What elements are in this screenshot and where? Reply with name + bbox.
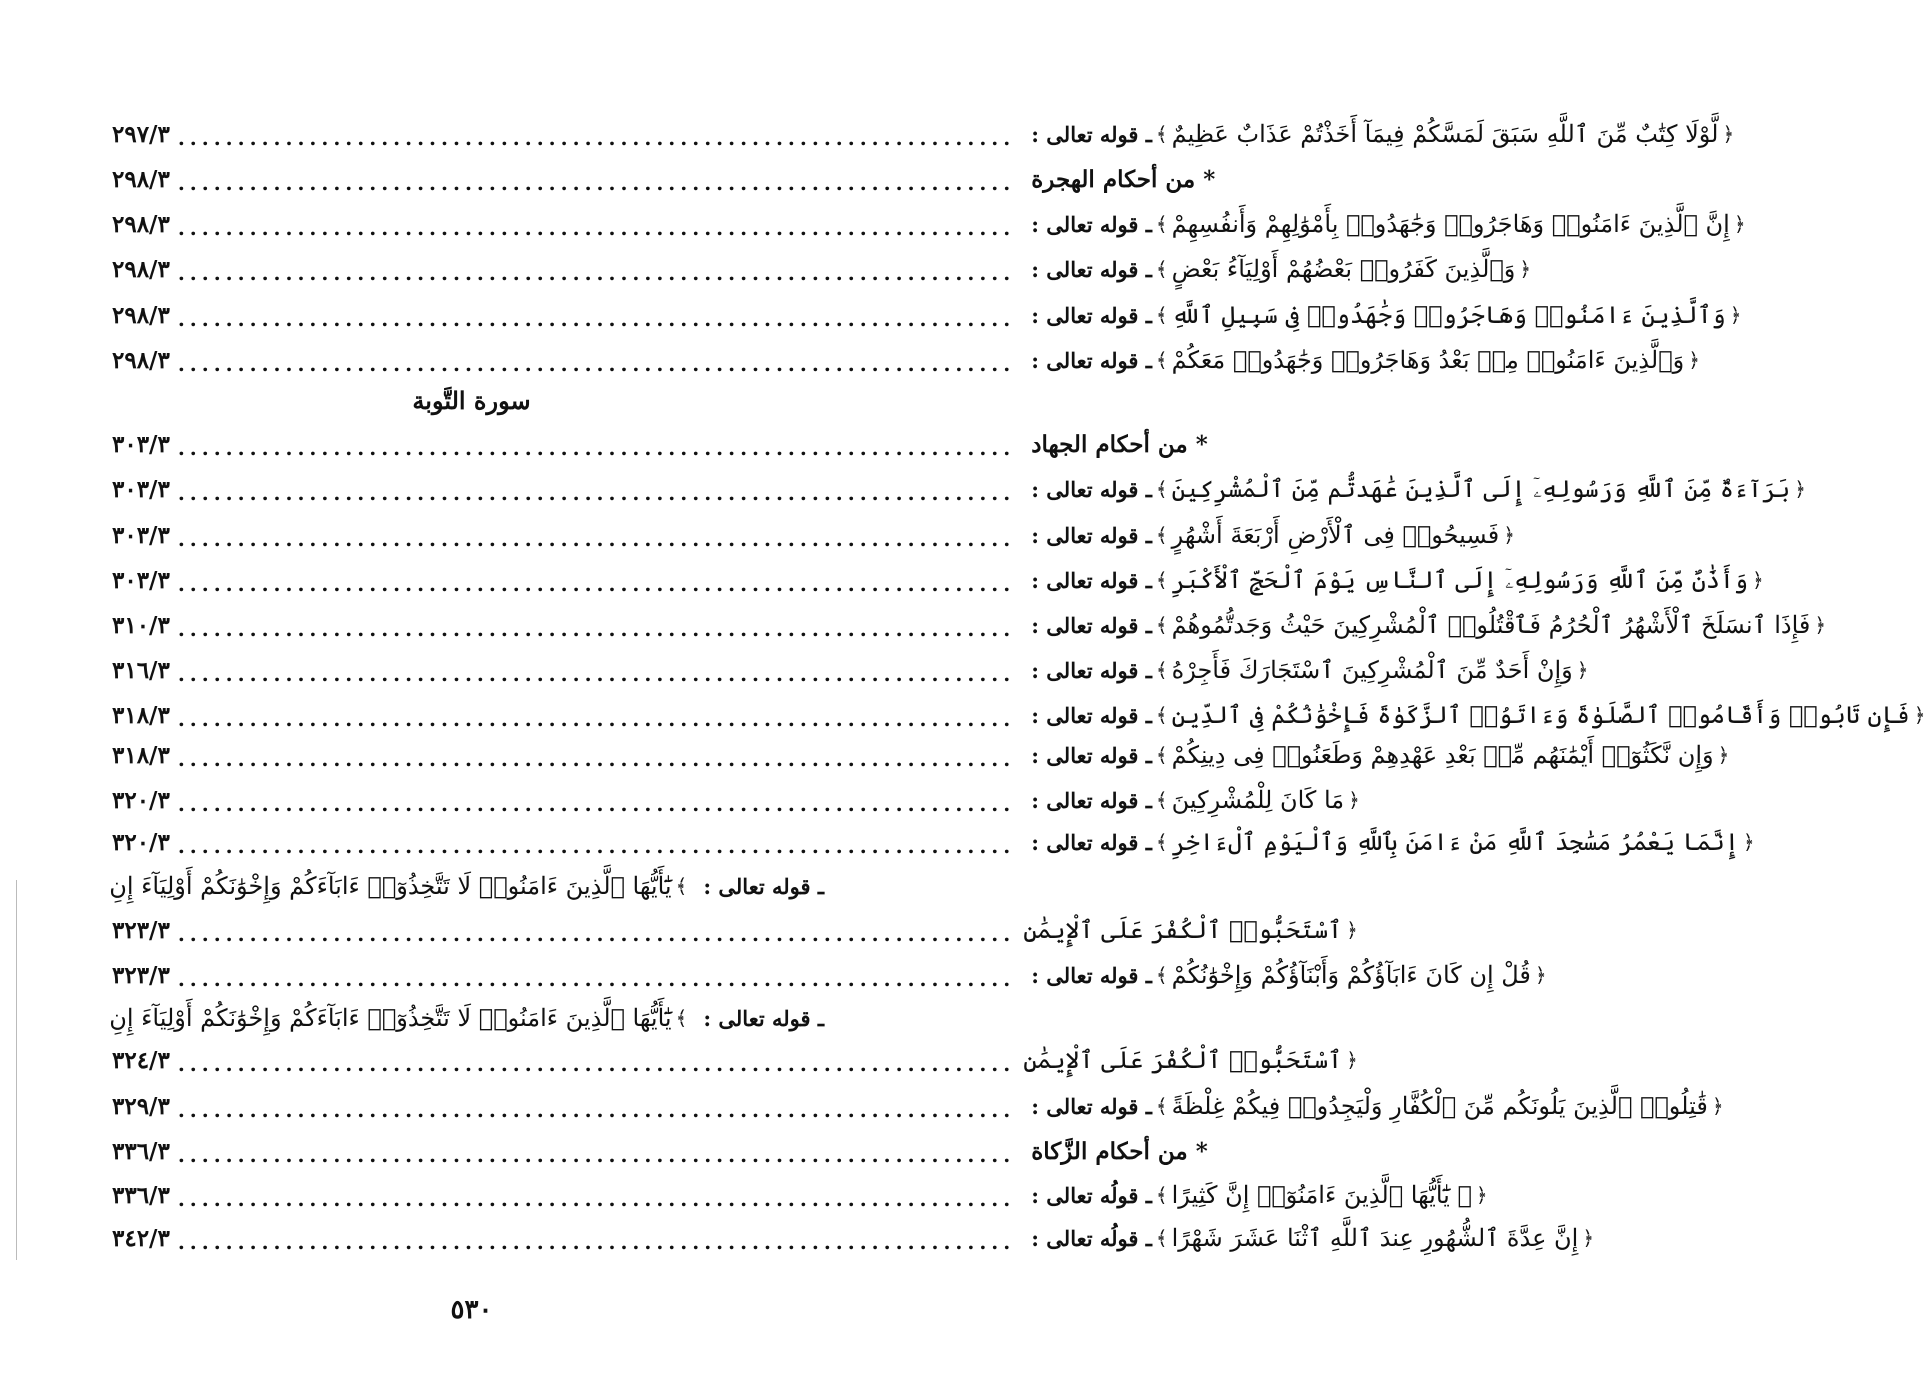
page-reference: ٣٢٣/٣ — [112, 916, 170, 944]
surah-title: سورة التَّوبة — [412, 386, 531, 415]
entry-text — [1023, 611, 1830, 639]
entry-text — [1023, 828, 1758, 856]
bracket-close: ﴿ — [1752, 568, 1764, 592]
entry-text — [1023, 120, 1738, 148]
entry-lead: ـ قوله تعالى : — [1031, 1093, 1152, 1119]
bracket-close: ﴿ — [1717, 743, 1730, 767]
bracket-close: ﴿ — [1722, 122, 1735, 146]
leader-dots: ...................................................................... — [177, 527, 1016, 551]
verse-text: وَٱلَّذِينَ ءَامَنُوا۟ وَهَاجَرُوا۟ وَجَٰهَدُوا۟ فِى سَبِيلِ ٱللَّهِ — [1171, 301, 1726, 329]
verse-text: يَٰٓأَيُّهَا ٱلَّذِينَ ءَامَنُوا۟ لَا تَتَّخِذُوٓا۟ ءَابَآءَكُمْ وَإِخْوَٰنَكُمْ أَوْلِيَآءَ إِنِ — [109, 1004, 672, 1032]
bracket-open: ﴾ — [1155, 212, 1168, 236]
page-reference: ٣١٨/٣ — [112, 701, 170, 729]
page-reference: ٣٣٦/٣ — [112, 1137, 170, 1165]
entry-lead: ـ قوله تعالى : — [1031, 787, 1152, 813]
index-entry — [112, 1175, 1488, 1215]
leader-dots: ...................................................................... — [177, 481, 1016, 505]
verse-text: فَإِذَا ٱنسَلَخَ ٱلْأَشْهُرُ ٱلْحُرُمُ فَٱقْتُلُوا۟ ٱلْمُشْرِكِينَ حَيْثُ وَجَدتُّمُوهُمْ — [1171, 611, 1811, 639]
bracket-open: ﴾ — [1155, 348, 1168, 372]
verse-text: قُلْ إِن كَانَ ءَابَآؤُكُمْ وَأَبْنَآؤُكُمْ وَإِخْوَٰنُكُمْ — [1171, 961, 1531, 989]
bracket-close: ﴿ — [1503, 523, 1515, 547]
entry-lead: ـ قولُه تعالى : — [1031, 1182, 1152, 1208]
verse-text: إِنَّمَا يَعْمُرُ مَسَٰجِدَ ٱللَّهِ مَنْ ءَامَنَ بِٱللَّهِ وَٱلْيَوْمِ ٱلْءَاخِرِ — [1171, 828, 1739, 856]
entry-text — [1023, 961, 1550, 989]
leader-dots: ...................................................................... — [177, 1187, 1016, 1211]
bracket-open: ﴾ — [1155, 523, 1168, 547]
bracket-open: ﴾ — [675, 874, 688, 898]
index-entry — [112, 650, 1589, 690]
entry-lead: ـ قولُه تعالى : — [1031, 1225, 1152, 1251]
entry-text — [1023, 656, 1592, 684]
entry-text — [1023, 521, 1519, 549]
verse-text: وَإِن نَّكَثُوٓا۟ أَيْمَٰنَهُم مِّنۢ بَعْدِ عَهْدِهِمْ وَطَعَنُوا۟ فِى دِينِكُمْ — [1171, 741, 1714, 769]
entry-text — [1023, 431, 1208, 458]
entry-text — [1023, 346, 1704, 374]
leader-dots: ...................................................................... — [177, 126, 1016, 150]
verse-text: بَرَآءَةٌ مِّنَ ٱللَّهِ وَرَسُولِهِۦٓ إِلَى ٱلَّذِينَ عَٰهَدتُّم مِّنَ ٱلْمُشْرِكِينَ — [1171, 475, 1791, 503]
page-reference: ٢٩٧/٣ — [112, 120, 170, 148]
leader-dots: ...................................................................... — [177, 307, 1016, 331]
leader-dots: ...................................................................... — [177, 436, 1016, 460]
leader-dots: ...................................................................... — [177, 216, 1016, 240]
index-entry — [112, 822, 1755, 862]
bracket-close: ﴿ — [1348, 788, 1360, 812]
page-reference: ٣١٨/٣ — [112, 741, 170, 769]
section-title: * من أحكام الزَّكاة — [1031, 1137, 1208, 1165]
page-reference: ٣٢٠/٣ — [112, 828, 170, 856]
bracket-open: ﴾ — [1155, 1094, 1168, 1118]
entry-text — [1023, 210, 1749, 238]
page-reference: ٣٠٣/٣ — [112, 430, 170, 458]
leader-dots: ...................................................................... — [177, 707, 1016, 731]
entry-lead: ـ قوله تعالى : — [1031, 347, 1152, 373]
page-reference: ٣٢٤/٣ — [112, 1046, 170, 1074]
bracket-close: ﴿ — [1582, 1226, 1595, 1250]
index-entry — [112, 1218, 1595, 1258]
verse-text: ٱسْتَحَبُّوا۟ ٱلْكُفْرَ عَلَى ٱلْإِيمَٰنِ — [1023, 916, 1343, 944]
entry-text — [1023, 1181, 1491, 1209]
leader-dots: ...................................................................... — [177, 171, 1016, 195]
index-entry — [112, 605, 1827, 645]
bracket-close: ﴿ — [1475, 1183, 1488, 1207]
bracket-close: ﴿ — [1519, 257, 1532, 281]
page-reference: ٢٩٨/٣ — [112, 165, 170, 193]
entry-text — [1023, 1092, 1727, 1120]
page-reference: ٣٣٦/٣ — [112, 1181, 170, 1209]
bracket-open: ﴾ — [1155, 122, 1168, 146]
bracket-close: ﴿ — [1814, 613, 1827, 637]
page-reference: ٣٢٣/٣ — [112, 961, 170, 989]
index-entry — [112, 560, 1764, 600]
leader-dots: ...................................................................... — [177, 1098, 1016, 1122]
bracket-open: ﴾ — [1155, 963, 1168, 987]
bracket-open: ﴾ — [1155, 303, 1168, 327]
entry-text — [1023, 741, 1733, 769]
page-reference: ٣٠٣/٣ — [112, 475, 170, 503]
index-entry — [112, 1086, 1724, 1126]
leader-dots: ...................................................................... — [177, 352, 1016, 376]
entry-lead: ـ قوله تعالى : — [1031, 829, 1152, 855]
bracket-close: ﴿ — [1729, 303, 1742, 327]
entry-text — [1023, 166, 1215, 193]
entry-lead: ـ قوله تعالى : — [1031, 256, 1152, 282]
leader-dots: ...................................................................... — [177, 261, 1016, 285]
index-entry — [112, 340, 1700, 380]
bracket-open: ﴾ — [1155, 703, 1168, 727]
section-heading — [112, 159, 1216, 199]
bracket-open: ﴾ — [1155, 743, 1168, 767]
entry-text — [1023, 475, 1810, 503]
leader-dots: ...................................................................... — [177, 967, 1016, 991]
leader-dots: ...................................................................... — [177, 792, 1016, 816]
verse-text: مَا كَانَ لِلْمُشْرِكِينَ — [1171, 786, 1345, 814]
entry-text — [1023, 301, 1745, 329]
entry-lead: ـ قوله تعالى : — [1031, 612, 1152, 638]
verse-text: فَسِيحُوا۟ فِى ٱلْأَرْضِ أَرْبَعَةَ أَشْهُرٍ — [1171, 521, 1500, 549]
leader-dots: ...................................................................... — [177, 747, 1016, 771]
leader-dots: ...................................................................... — [177, 834, 1016, 858]
entry-lead: ـ قوله تعالى : — [1031, 742, 1152, 768]
leader-dots: ...................................................................... — [177, 922, 1016, 946]
page-reference: ٣١٠/٣ — [112, 611, 170, 639]
verse-text: إِنَّ ٱلَّذِينَ ءَامَنُوا۟ وَهَاجَرُوا۟ وَجَٰهَدُوا۟ بِأَمْوَٰلِهِمْ وَأَنفُسِهِمْ — [1171, 210, 1730, 238]
verse-text: لَّوْلَا كِتَٰبٌ مِّنَ ٱللَّهِ سَبَقَ لَمَسَّكُمْ فِيمَآ أَخَذْتُمْ عَذَابٌ عَظِيمٌ — [1171, 120, 1719, 148]
index-entry — [112, 114, 1735, 154]
bracket-open: ﴾ — [1155, 477, 1168, 501]
bracket-close: ﴿ — [1534, 963, 1547, 987]
entry-lead: ـ قوله تعالى : — [1031, 522, 1152, 548]
bracket-open: ﴾ — [1155, 257, 1168, 281]
bracket-close: ﴿ — [1688, 348, 1700, 372]
bracket-open: ﴾ — [1155, 788, 1168, 812]
section-title: * من أحكام الهجرة — [1031, 165, 1216, 193]
verse-text: ۞ يَٰٓأَيُّهَا ٱلَّذِينَ ءَامَنُوٓا۟ إِنَّ كَثِيرًا — [1171, 1181, 1472, 1209]
index-entry — [112, 695, 1926, 735]
entry-lead: ـ قوله تعالى : — [703, 1005, 824, 1031]
entry-lead: ـ قوله تعالى : — [1031, 302, 1152, 328]
verse-text: قَٰتِلُوا۟ ٱلَّذِينَ يَلُونَكُم مِّنَ ٱلْكُفَّارِ وَلْيَجِدُوا۟ فِيكُمْ غِلْظَةً — [1171, 1092, 1708, 1120]
entry-lead: ـ قوله تعالى : — [1031, 567, 1152, 593]
entry-text — [1023, 1046, 1362, 1074]
page-reference: ٣٠٣/٣ — [112, 521, 170, 549]
entry-text — [1023, 786, 1364, 814]
page-reference: ٣١٦/٣ — [112, 656, 170, 684]
entry-lead: ـ قوله تعالى : — [1031, 211, 1152, 237]
index-entry — [112, 204, 1746, 244]
leader-dots: ...................................................................... — [177, 1052, 1016, 1076]
page-reference: ٢٩٨/٣ — [112, 301, 170, 329]
bracket-open: ﴾ — [1155, 1183, 1168, 1207]
page-reference: ٣٠٣/٣ — [112, 566, 170, 594]
scan-margin-line — [16, 880, 17, 1260]
index-entry-line1 — [109, 998, 824, 1038]
bracket-close: ﴿ — [1576, 658, 1589, 682]
section-heading — [112, 1131, 1208, 1171]
bracket-close: ﴿ — [1742, 830, 1755, 854]
verse-text: إِنَّ عِدَّةَ ٱلشُّهُورِ عِندَ ٱللَّهِ ٱثْنَا عَشَرَ شَهْرًا — [1171, 1224, 1579, 1252]
index-entry-line2 — [112, 1040, 1358, 1080]
verse-text: وَٱلَّذِينَ كَفَرُوا۟ بَعْضُهُمْ أَوْلِيَآءُ بَعْضٍ — [1171, 255, 1516, 283]
bracket-open: ﴾ — [1155, 1226, 1168, 1250]
entry-text — [1023, 566, 1768, 594]
section-title: * من أحكام الجهاد — [1031, 430, 1208, 458]
leader-dots: ...................................................................... — [177, 572, 1016, 596]
verse-text: وَٱلَّذِينَ ءَامَنُوا۟ مِنۢ بَعْدُ وَهَاجَرُوا۟ وَجَٰهَدُوا۟ مَعَكُمْ — [1171, 346, 1685, 374]
leader-dots: ...................................................................... — [177, 617, 1016, 641]
bracket-open: ﴾ — [675, 1006, 688, 1030]
section-heading — [112, 424, 1208, 464]
leader-dots: ...................................................................... — [177, 1143, 1016, 1167]
index-entry — [112, 515, 1515, 555]
index-entry — [112, 955, 1547, 995]
verse-text: ٱسْتَحَبُّوا۟ ٱلْكُفْرَ عَلَى ٱلْإِيمَٰنِ — [1023, 1046, 1343, 1074]
entry-text — [1023, 255, 1535, 283]
entry-lead: ـ قوله تعالى : — [1031, 476, 1152, 502]
page-reference: ٢٩٨/٣ — [112, 255, 170, 283]
entry-lead: ـ قوله تعالى : — [1031, 702, 1152, 728]
entry-lead: ـ قوله تعالى : — [1031, 121, 1152, 147]
index-entry-line2 — [112, 910, 1358, 950]
entry-lead: ـ قوله تعالى : — [1031, 962, 1152, 988]
page-reference: ٢٩٨/٣ — [112, 210, 170, 238]
index-entry — [112, 295, 1742, 335]
verse-text: وَأَذَٰنٌ مِّنَ ٱللَّهِ وَرَسُولِهِۦٓ إِلَى ٱلنَّاسِ يَوْمَ ٱلْحَجِّ ٱلْأَكْبَرِ — [1171, 566, 1749, 594]
entry-lead: ـ قوله تعالى : — [1031, 657, 1152, 683]
leader-dots: ...................................................................... — [177, 662, 1016, 686]
bracket-open: ﴾ — [1155, 613, 1168, 637]
verse-text: وَإِنْ أَحَدٌ مِّنَ ٱلْمُشْرِكِينَ ٱسْتَجَارَكَ فَأَجِرْهُ — [1171, 656, 1573, 684]
index-entry — [112, 469, 1806, 509]
bracket-open: ﴾ — [1155, 658, 1168, 682]
entry-lead: ـ قوله تعالى : — [703, 873, 824, 899]
bracket-close: ﴿ — [1346, 1048, 1358, 1072]
index-entry — [112, 780, 1360, 820]
verse-text: يَٰٓأَيُّهَا ٱلَّذِينَ ءَامَنُوا۟ لَا تَتَّخِذُوٓا۟ ءَابَآءَكُمْ وَإِخْوَٰنَكُمْ أَوْلِيَآءَ إِنِ — [109, 872, 672, 900]
page-number: ٥٣٠ — [450, 1295, 493, 1325]
bracket-close: ﴿ — [1711, 1094, 1724, 1118]
entry-text — [1023, 916, 1362, 944]
entry-text — [1023, 1224, 1598, 1252]
index-entry-line1 — [109, 866, 824, 906]
page-reference: ٣٢٠/٣ — [112, 786, 170, 814]
page-reference: ٣٢٩/٣ — [112, 1092, 170, 1120]
leader-dots: ...................................................................... — [177, 1230, 1016, 1254]
bracket-close: ﴿ — [1913, 703, 1926, 727]
page-reference: ٢٩٨/٣ — [112, 346, 170, 374]
index-entry — [112, 249, 1532, 289]
bracket-close: ﴿ — [1346, 918, 1358, 942]
entry-text — [1023, 1138, 1208, 1165]
index-entry — [112, 735, 1730, 775]
verse-text: فَإِن تَابُوا۟ وَأَقَامُوا۟ ٱلصَّلَوٰةَ وَءَاتَوُا۟ ٱلزَّكَوٰةَ فَإِخْوَٰنُكُمْ فِى ٱلدِّينِ — [1171, 701, 1910, 729]
page-reference: ٣٤٢/٣ — [112, 1224, 170, 1252]
bracket-open: ﴾ — [1155, 568, 1168, 592]
entry-text — [1023, 701, 1929, 729]
bracket-open: ﴾ — [1155, 830, 1168, 854]
bracket-close: ﴿ — [1733, 212, 1746, 236]
bracket-close: ﴿ — [1794, 477, 1806, 501]
